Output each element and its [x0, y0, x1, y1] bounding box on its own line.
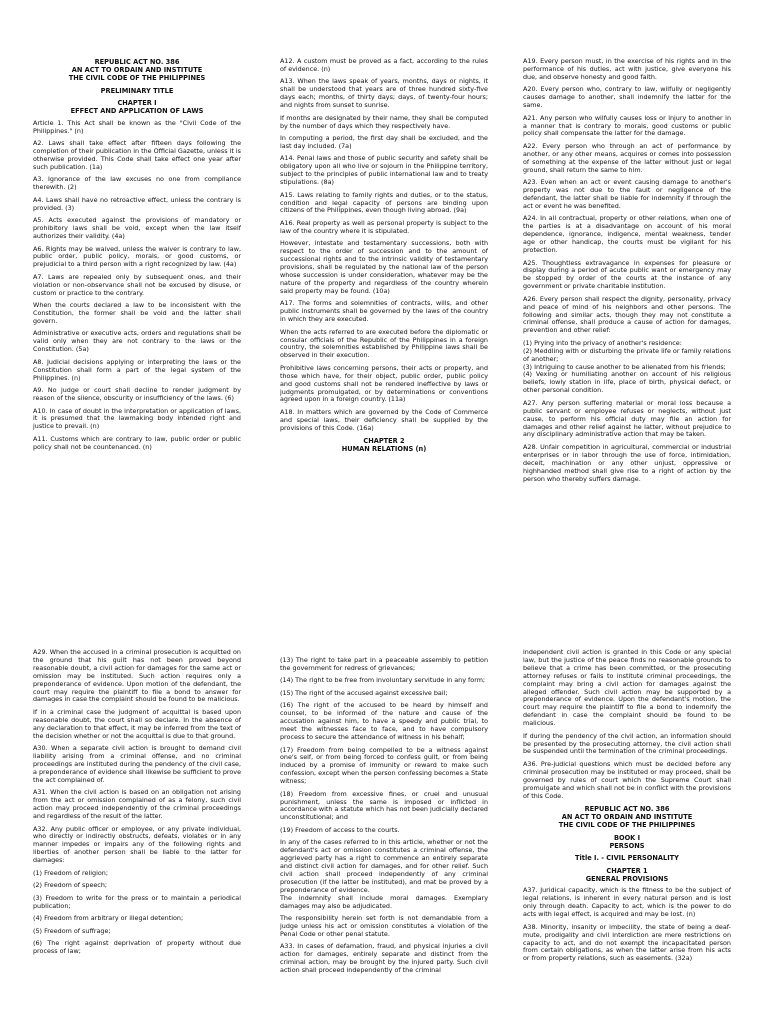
article-paragraph: A7. Laws are repealed only by subsequent ones, and their violation or non-observance shall not be excused by disuse, or custom or practice to the contrary. [33, 272, 241, 297]
article-paragraph: A24. In all contractual, property or other relations, when one of the parties is at a disadvantage on account of his moral dependence, ignorance, indigence, mental weakness, tender age or other handicap, the courts must be vigilant for his protection. [523, 214, 731, 254]
article-paragraph: independent civil action is granted in this Code or any special law, but the justice of the peace finds no reasonable grounds to believe that a crime has been committed, or the prosecuting attorney refuses or fails to institute criminal proceedings, the complaint may bring a civil action for damages against the alleged offender. Such civil action may be supported by a preponderance of evidence. Upon the defendant's motion, the court may require the plaintiff to file a bond to indemnify the defendant in case the complaint should be found to be malicious. [523, 649, 731, 728]
article-paragraph: (17) Freedom from being compelled to be a witness against one's self, or from being forced to confess guilt, or from being induced by a promise of immunity or reward to make such confession, except when the person confessing becomes a State witness; [280, 745, 488, 786]
article-paragraph: A16. Real property as well as personal property is subject to the law of the country where it is stipulated. [280, 218, 488, 235]
article-paragraph: A4. Laws shall have no retroactive effect, unless the contrary is provided. (3) [33, 195, 241, 212]
article-paragraph: A23. Even when an act or event causing damage to another's property was not due to the fault or negligence of the defendant, the latter shall be liable for indemnity if through the act or event he was benefited. [523, 178, 731, 210]
page-2 [0, 512, 768, 1024]
article-paragraph: A31. When the civil action is based on an obligation not arising from the act or omission complained of as a felony, such civil action may proceed independently of the criminal proceedings and regardless of the result of the latter. [33, 788, 241, 820]
article-paragraph: A3. Ignorance of the law excuses no one from compliance therewith. (2) [33, 175, 241, 192]
article-paragraph: A28. Unfair competition in agricultural, commercial or industrial enterprises or in labor through the use of force, intimidation, deceit, machination or any other unjust, oppressive or highhanded method shall give rise to a right of action by the person who thereby suffers damage. [523, 442, 731, 483]
article-paragraph: A19. Every person must, in the exercise of his rights and in the performance of his duties, act with justice, give everyone his due, and observe honesty and good faith. [523, 58, 731, 81]
article-paragraph: A8. Judicial decisions applying or interpreting the laws or the Constitution shall form a part of the legal system of the Philippines. (n) [33, 357, 241, 382]
article-paragraph: (6) The right against deprivation of property without due process of law; [33, 939, 241, 955]
article-paragraph: (14) The right to be free from involuntary servitude in any form; [280, 676, 486, 685]
article-paragraph: In any of the cases referred to in this article, whether or not the defendant's act or omission constitutes a criminal offense, the aggrieved party has a right to commence an entirely separate and distinct civil action for damages, and for other relief. Such civil action shall proceed independently of any criminal prosecution (if the latter be instituted), and mat be proved by a preponderance of evidence. The indemnity shall include moral damages. Exemplary damages may also be adjudicated. [280, 838, 488, 910]
article-paragraph: A22. Every person who through an act of performance by another, or any other means, acquires or comes into possession of something at the expense of the latter without just or legal ground, shall return the same to him. [523, 141, 731, 174]
article-paragraph: A15. Laws relating to family rights and duties, or to the status, condition and legal capacity of persons are binding upon citizens of the Philippines, even though living abroad. (9a) [280, 190, 488, 215]
article-paragraph: A26. Every person shall respect the dignity, personality, privacy and peace of mind of his neighbors and other persons. The following and similar acts, though they may not constitute a criminal offense, shall produce a cause of action for damages, prevention and other relief: [523, 294, 731, 335]
article-paragraph: (3) Freedom to write for the press or to maintain a periodical publication; [33, 893, 241, 910]
article-paragraph: A21. Any person who wilfully causes loss or injury to another in a manner that is contrary to morals, good customs or public policy shall compensate the latter for the damage. [523, 113, 731, 138]
page-2-column-3 [523, 649, 731, 1024]
article-paragraph: A33. In cases of defamation, fraud, and physical injuries a civil action for damages, entirely separate and distinct from the criminal action, may be brought by the injured party. Such civil action shall proceed independently of the criminal [280, 942, 488, 975]
section-heading: PRELIMINARY TITLE [100, 86, 174, 95]
section-heading: Title I. - CIVIL PERSONALITY [575, 854, 679, 863]
article-paragraph: A2. Laws shall take effect after fifteen days following the completion of their publication in the Official Gazette, unless it is otherwise provided. This Code shall take effect one year after such publication. (1a) [33, 139, 241, 171]
article-paragraph: A37. Juridical capacity, which is the fitness to be the subject of legal relations, is inherent in every natural person and is lost only through death. Capacity to act, which is the power to do acts with legal effect, is acquired and may be lost. (n) [523, 886, 731, 919]
article-paragraph: Article 1. This Act shall be known as the "Civil Code of the Philippines." (n) [33, 118, 241, 135]
article-paragraph: A12. A custom must be proved as a fact, according to the rules of evidence. (n) [280, 58, 488, 73]
article-paragraph: If months are designated by their name, they shall be computed by the number of days which they respectively have. [280, 113, 488, 130]
article-paragraph: Prohibitive laws concerning persons, their acts or property, and those which have, for their object, public order, public policy and good customs shall not be rendered ineffective by laws or judgments promulgated, or by determinations or conventions agreed upon in a foreign country. (11a) [280, 363, 488, 404]
section-heading: CHAPTER 2 HUMAN RELATIONS (n) [341, 437, 427, 454]
article-paragraph: (1) Prying into the privacy of another's residence: (2) Meddling with or disturbing the private life or family relations of another; (3) Intriguing to cause another to be alienated from his friends; (4) Vexing or humiliating another on account of his religious beliefs, lowly station in life, place of birth, physical defect, or other personal condition. [523, 338, 731, 395]
page-2-column-2 [280, 657, 488, 1024]
article-paragraph: A11. Customs which are contrary to law, public order or public policy shall not be countenanced. (n) [33, 434, 241, 451]
article-paragraph: (15) The right of the accused against excessive bail; [280, 688, 448, 697]
article-paragraph: A38. Minority, insanity or imbecility, the state of being a deaf-mute, prodigality and civil interdiction are mere restrictions on capacity to act, and do not exempt the incapacitated person from certain obligations, as when the latter arise from his acts or from property relations, such as easements. (32a) [523, 922, 731, 963]
page-1-column-1 [33, 58, 241, 508]
article-paragraph: A5. Acts executed against the provisions of mandatory or prohibitory laws shall be void, except when the law itself authorizes their validity. (4a) [33, 216, 241, 241]
page-1-column-3 [523, 58, 731, 508]
article-paragraph: A25. Thoughtless extravagance in expenses for pleasure or display during a period of acute public want or emergency may be stopped by order of the courts at the instance of any government or private charitable institution. [523, 258, 731, 291]
article-paragraph: A14. Penal laws and those of public security and safety shall be obligatory upon all who live or sojourn in the Philippine territory, subject to the principles of public international law and to treaty stipulations. (8a) [280, 154, 488, 187]
article-paragraph: If during the pendency of the civil action, an information should be presented by the prosecuting attorney, the civil action shall be suspended until the termination of the criminal proceedings. [523, 731, 731, 756]
article-paragraph: (16) The right of the accused to be heard by himself and counsel, to be informed of the nature and cause of the accusation against him, to have a speedy and public trial, to meet the witnesses face to face, and to have compulsory process to secure the attendance of witness in his behalf; [280, 701, 488, 742]
article-paragraph: The responsibility herein set forth is not demandable from a judge unless his act or omission constitutes a violation of the Penal Code or other penal statute. [280, 914, 488, 938]
article-paragraph: In computing a period, the first day shall be excluded, and the last day included. (7a) [280, 134, 488, 150]
article-paragraph: A13. When the laws speak of years, months, days or nights, it shall be understood that years are of three hundred sixty-five days each; months, of thirty days; days, of twenty-four hours; and nights from sunset to sunrise. [280, 77, 488, 110]
article-paragraph: When the acts referred to are executed before the diplomatic or consular officials of the Republic of the Philippines in a foreign country, the solemnities established by Philippine laws shall be observed in their execution. [280, 327, 488, 360]
article-paragraph: (4) Freedom from arbitrary or illegal detention; [33, 914, 184, 923]
article-paragraph: (5) Freedom of suffrage; [33, 926, 111, 935]
article-paragraph: Administrative or executive acts, orders and regulations shall be valid only when they are not contrary to the laws or the Constitution. (5a) [33, 329, 241, 354]
article-paragraph: (1) Freedom of religion; [33, 868, 108, 877]
article-paragraph: A6. Rights may be waived, unless the waiver is contrary to law, public order, public policy, morals, or good customs, or prejudicial to a third person with a right recognized by law. (4a) [33, 244, 241, 269]
section-heading: BOOK I PERSONS [609, 833, 645, 850]
article-paragraph: When the courts declared a law to be inconsistent with the Constitution, the former shall be void and the latter shall govern. [33, 301, 241, 325]
article-paragraph: (18) Freedom from excessive fines, or cruel and unusual punishment, unless the same is imposed or inflicted in accordance with a statute which has not been judicially declared unconstitutional; and [280, 789, 488, 822]
article-paragraph: (2) Freedom of speech; [33, 881, 108, 890]
article-paragraph: However, intestate and testamentary successions, both with respect to the order of succession and to the amount of successional rights and to the intrinsic validity of testamentary provisions, shall be regulated by the national law of the person whose succession is under consideration, whatever may be the nature of the property and regardless of the country wherein said property may be found. (10a) [280, 239, 488, 295]
section-heading: REPUBLIC ACT NO. 386 AN ACT TO ORDAIN AND INSTITUTE THE CIVIL CODE OF THE PHILIPPINES [68, 58, 206, 82]
article-paragraph: A20. Every person who, contrary to law, wilfully or negligently causes damage to another, shall indemnify the latter for the same. [523, 85, 731, 110]
article-paragraph: A27. Any person suffering material or moral loss because a public servant or employee refuses or neglects, without just cause, to perform his official duty may file an action for damages and other relief against he latter, without prejudice to any disciplinary administrative action that may be taken. [523, 398, 731, 439]
article-paragraph: A30. When a separate civil action is brought to demand civil liability arising from a criminal offense, and no criminal proceedings are instituted during the pendency of the civil case, a preponderance of evidence shall likewise be sufficient to prove the act complained of. [33, 744, 241, 784]
article-paragraph: A36. Pre-judicial questions which must be decided before any criminal prosecution may be instituted or may proceed, shall be governed by rules of court which the Supreme Court shall promulgate and which shall not be in conflict with the provisions of this Code. [523, 759, 731, 800]
article-paragraph: A18. In matters which are governed by the Code of Commerce and special laws, their deficiency shall be supplied by the provisions of this Code. (16a) [280, 407, 488, 432]
page-1-column-2 [280, 58, 488, 508]
article-paragraph: A9. No judge or court shall decline to render judgment by reason of the silence, obscurity or insufficiency of the laws. (6) [33, 386, 241, 402]
section-heading: REPUBLIC ACT NO. 386 AN ACT TO ORDAIN AND INSTITUTE THE CIVIL CODE OF THE PHILIPPINES [558, 805, 696, 830]
section-heading: CHAPTER I EFFECT AND APPLICATION OF LAWS [70, 99, 204, 116]
article-paragraph: A29. When the accused in a criminal prosecution is acquitted on the ground that his guilt has not been proved beyond reasonable doubt, a civil action for damages for the same act or omission may be instituted. Such action requires only a preponderance of evidence. Upon motion of the defendant, the court may require the plaintiff to file a bond to answer for damages in case the complaint should be found to be malicious. [33, 649, 241, 704]
page-2-column-1 [33, 649, 241, 1024]
article-paragraph: A32. Any public officer or employee, or any private individual, who directly or indirectly obstructs, defeats, violates or in any manner impedes or impairs any of the following rights and liberties of another person shall be liable to the latter for damages: [33, 824, 241, 865]
article-paragraph: A10. In case of doubt in the interpretation or application of laws, it is presumed that the lawmaking body intended right and justice to prevail. (n) [33, 406, 241, 431]
article-paragraph: (13) The right to take part in a peaceable assembly to petition the government for redress of grievances; [280, 657, 488, 672]
article-paragraph: A17. The forms and solemnities of contracts, wills, and other public instruments shall be governed by the laws of the country in which they are executed. [280, 299, 488, 324]
article-paragraph: If in a criminal case the judgment of acquittal is based upon reasonable doubt, the court shall so declare. In the absence of any declaration to that effect, it may be inferred from the text of the decision whether or not the acquittal is due to that ground. [33, 707, 241, 740]
article-paragraph: (19) Freedom of access to the courts. [280, 825, 400, 834]
section-heading: CHAPTER 1 GENERAL PROVISIONS [585, 866, 669, 883]
